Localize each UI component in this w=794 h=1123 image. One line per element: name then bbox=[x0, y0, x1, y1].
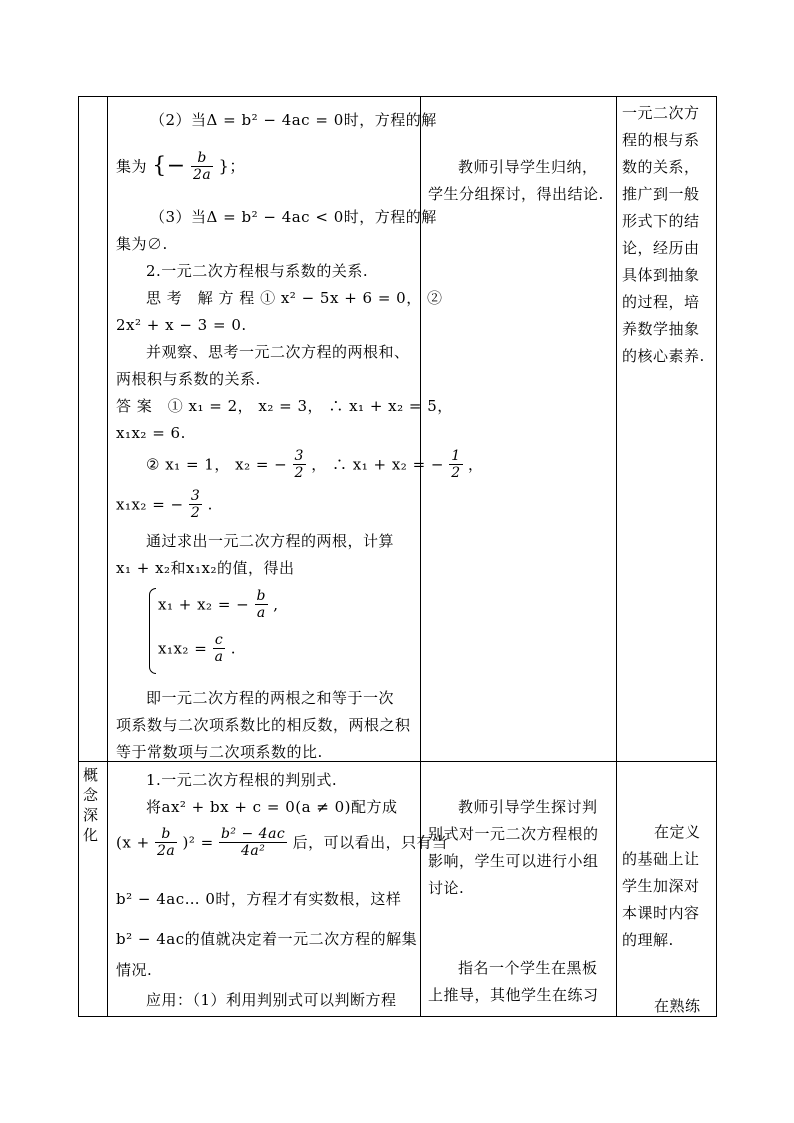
text-line: （3）当Δ = b² − 4ac < 0时，方程的解 bbox=[150, 208, 437, 226]
system-eq-2 bbox=[158, 632, 236, 672]
text-line: 2x² + x − 3 = 0. bbox=[116, 316, 247, 334]
fraction-numerator: b² − 4ac bbox=[220, 826, 286, 842]
table-bottom-border bbox=[78, 1016, 717, 1017]
text-line: 教师引导学生探讨判 bbox=[458, 798, 598, 816]
fraction bbox=[155, 826, 177, 859]
fraction-denominator: a bbox=[256, 605, 266, 621]
col-divider-1 bbox=[107, 96, 108, 1016]
text-line: 将ax² + bx + c = 0(a ≠ 0)配方成 bbox=[146, 798, 398, 816]
fraction-denominator: 2a bbox=[193, 167, 212, 183]
text-span: . bbox=[207, 495, 213, 514]
table-top-border bbox=[78, 96, 717, 97]
text-line: 学生加深对 bbox=[622, 877, 700, 895]
col-divider-3 bbox=[616, 96, 617, 1016]
text-line: 别式对一元二次方程根的 bbox=[428, 825, 599, 843]
completed-square-line bbox=[116, 826, 448, 870]
text-line: 的核心素养. bbox=[622, 347, 705, 365]
fraction-numerator: b bbox=[155, 826, 177, 843]
text-span: ， ∴ x₁ + x₂ = − bbox=[311, 455, 444, 474]
text-line: 形式下的结 bbox=[622, 212, 700, 230]
text-line: 具体到抽象 bbox=[622, 266, 700, 284]
text-span: . bbox=[230, 639, 236, 658]
product-line bbox=[116, 488, 213, 528]
text-span: x₁x₂ = bbox=[158, 639, 213, 658]
text-span: 集为 bbox=[116, 157, 148, 176]
fraction-numerator: b bbox=[256, 588, 266, 604]
fraction-numerator: b bbox=[191, 150, 213, 167]
fraction-denominator: 2 bbox=[190, 505, 201, 521]
text-span: x₁ + x₂ = − bbox=[158, 595, 250, 614]
answer-line-2 bbox=[146, 448, 484, 488]
fraction-numerator: c bbox=[213, 632, 226, 649]
text-line: 2.一元二次方程根与系数的关系. bbox=[146, 262, 369, 280]
table-left-border bbox=[78, 96, 79, 1016]
text-span: ② x₁ = 1， x₂ = − bbox=[146, 455, 288, 474]
text-line: 1.一元二次方程根的判别式. bbox=[146, 771, 338, 789]
text-line: 集为∅. bbox=[116, 235, 168, 253]
solution-set-line bbox=[116, 150, 246, 190]
text-span: ， bbox=[467, 455, 484, 474]
text-line: 指名一个学生在黑板 bbox=[458, 959, 598, 977]
text-line: 程的根与系 bbox=[622, 131, 700, 149]
text-line: 的基础上让 bbox=[622, 850, 700, 868]
text-line: 情况. bbox=[116, 961, 153, 979]
text-line: b² − 4ac的值就决定着一元二次方程的解集 bbox=[116, 930, 418, 948]
system-eq-1 bbox=[158, 588, 279, 628]
section-label: 概念深化 bbox=[83, 766, 99, 844]
text-line: 的理解. bbox=[622, 931, 674, 949]
fraction bbox=[293, 448, 306, 481]
fraction bbox=[189, 488, 202, 521]
fraction-denominator: 4a² bbox=[240, 843, 266, 859]
text-line: 影响，学生可以进行小组 bbox=[428, 852, 599, 870]
fraction-denominator: 2a bbox=[156, 843, 176, 859]
text-line: 在定义 bbox=[654, 823, 701, 841]
system-brace bbox=[149, 588, 156, 674]
text-span: , bbox=[273, 595, 279, 614]
text-span: x₁x₂ = − bbox=[116, 495, 184, 514]
text-line: 的过程，培 bbox=[622, 293, 700, 311]
text-line: 数的关系， bbox=[622, 158, 700, 176]
text-line: 上推导，其他学生在练习 bbox=[428, 986, 599, 1004]
fraction bbox=[219, 826, 287, 859]
text-line: 教师引导学生归纳， bbox=[458, 158, 598, 176]
fraction-numerator: 3 bbox=[190, 488, 201, 504]
text-line: 项系数与二次项系数比的相反数，两根之积 bbox=[116, 716, 411, 734]
brace-close: }； bbox=[218, 156, 246, 176]
table-right-border bbox=[716, 96, 717, 1016]
text-line: x₁ + x₂和x₁x₂的值，得出 bbox=[116, 559, 295, 577]
col-divider-2 bbox=[420, 96, 421, 1016]
text-line: 养数学抽象 bbox=[622, 320, 700, 338]
text-line: 在熟练 bbox=[654, 997, 701, 1015]
text-line: x₁x₂ = 6. bbox=[116, 424, 186, 442]
text-line: 思 考 解 方 程 ① x² − 5x + 6 = 0， ② bbox=[146, 289, 443, 307]
text-line: 推广到一般 bbox=[622, 185, 700, 203]
text-line: 并观察、思考一元二次方程的两根和、 bbox=[146, 343, 410, 361]
text-span: 后，可以看出，只有当 bbox=[292, 833, 448, 852]
text-line: 两根积与系数的关系. bbox=[116, 370, 261, 388]
text-line: 本课时内容 bbox=[622, 904, 700, 922]
text-line: 等于常数项与二次项系数的比. bbox=[116, 743, 323, 761]
text-line: b² − 4ac… 0时，方程才有实数根，这样 bbox=[116, 890, 402, 908]
fraction-denominator: 2 bbox=[451, 465, 461, 481]
text-line: 讨论. bbox=[428, 879, 465, 897]
fraction-numerator: 3 bbox=[294, 448, 304, 464]
fraction-denominator: a bbox=[214, 649, 224, 665]
text-line: 即一元二次方程的两根之和等于一次 bbox=[146, 689, 395, 707]
text-line: 答 案 ① x₁ = 2， x₂ = 3， ∴ x₁ + x₂ = 5， bbox=[116, 397, 453, 415]
text-line: （2）当Δ = b² − 4ac = 0时，方程的解 bbox=[150, 111, 437, 129]
fraction-denominator: 2 bbox=[294, 465, 304, 481]
text-span: (x + bbox=[116, 833, 150, 852]
text-line: 一元二次方 bbox=[622, 104, 700, 122]
brace-open: {− bbox=[152, 153, 186, 179]
text-line: 论，经历由 bbox=[622, 239, 700, 257]
fraction-numerator: 1 bbox=[451, 448, 461, 464]
text-line: 应用：（1）利用判别式可以判断方程 bbox=[146, 991, 397, 1009]
fraction bbox=[213, 632, 226, 665]
text-line: 学生分组探讨，得出结论. bbox=[428, 185, 604, 203]
fraction bbox=[191, 150, 213, 183]
fraction bbox=[255, 588, 268, 621]
fraction bbox=[449, 448, 462, 481]
text-line: 通过求出一元二次方程的两根，计算 bbox=[146, 532, 395, 550]
text-span: )² = bbox=[182, 833, 214, 852]
